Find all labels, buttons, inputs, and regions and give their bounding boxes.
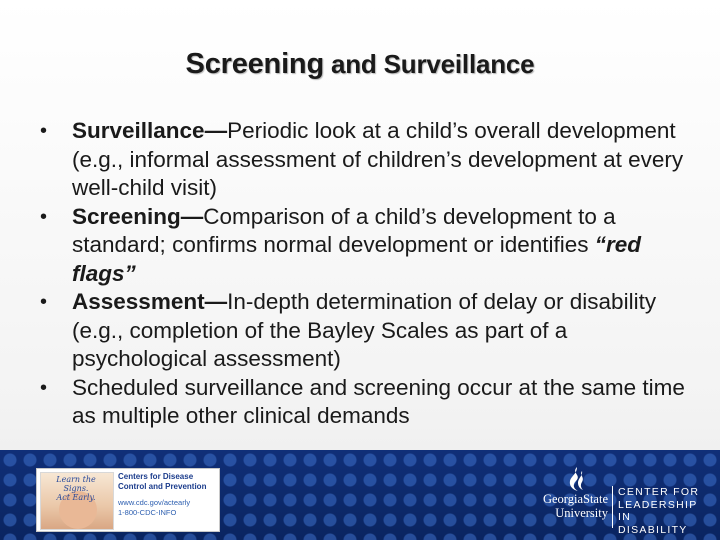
gsu-divider [612,486,613,528]
slide-title [0,48,720,81]
gsu-flame-icon [562,466,592,492]
gsu-name-line2: University [555,506,608,520]
bullet-emphasis: “red flags” [72,232,642,286]
child-photo [40,472,114,530]
gsu-center-line1: CENTER FOR [618,486,700,498]
bullet-text: In-depth determination of delay or disability (e.g., completion of the Bayley Scales as part of a psychological assessment) [72,289,657,371]
title-part1: Screening [185,48,324,80]
cdc-url: www.cdc.gov/actearly [118,498,191,507]
bullet-item [40,203,700,289]
cdc-logo-card [36,468,220,532]
bullet-text: Periodic look at a child’s overall development (e.g., informal assessment of children’s development at every well-child visit) [72,118,684,200]
bullet-lead: Surveillance— [72,118,228,143]
bullet-item [40,117,700,203]
gsu-center-name [618,486,714,536]
cdc-tagline-line1: Learn the Signs. [56,475,96,493]
cdc-text-block [118,472,218,518]
bullet-item [40,288,700,374]
cdc-phone: 1-800-CDC-INFO [118,508,177,517]
bullet-lead: Assessment— [72,289,228,314]
bullet-text: Comparison of a child’s development to a standard; confirms normal development or identifies [72,203,616,257]
gsu-name [532,492,608,520]
gsu-logo [532,466,714,536]
bullet-item [40,374,700,431]
footer-banner [0,450,720,540]
gsu-center-line3: DISABILITY [618,523,688,536]
bullet-text: Scheduled surveillance and screening occur at the same time as multiple other clinical demands [72,374,685,428]
gsu-name-line1: GeorgiaState [542,492,608,506]
cdc-name-line2: Control and Prevention [118,482,207,491]
cdc-tagline-line2: Act Early. [56,493,96,502]
bullet-list [40,117,700,431]
gsu-center-line2: LEADERSHIP IN [618,498,698,523]
cdc-name-line1: Centers for Disease [118,472,194,481]
cdc-tagline [43,475,109,502]
title-part2: and Surveillance [323,49,535,79]
bullet-lead: Screening— [72,203,204,229]
